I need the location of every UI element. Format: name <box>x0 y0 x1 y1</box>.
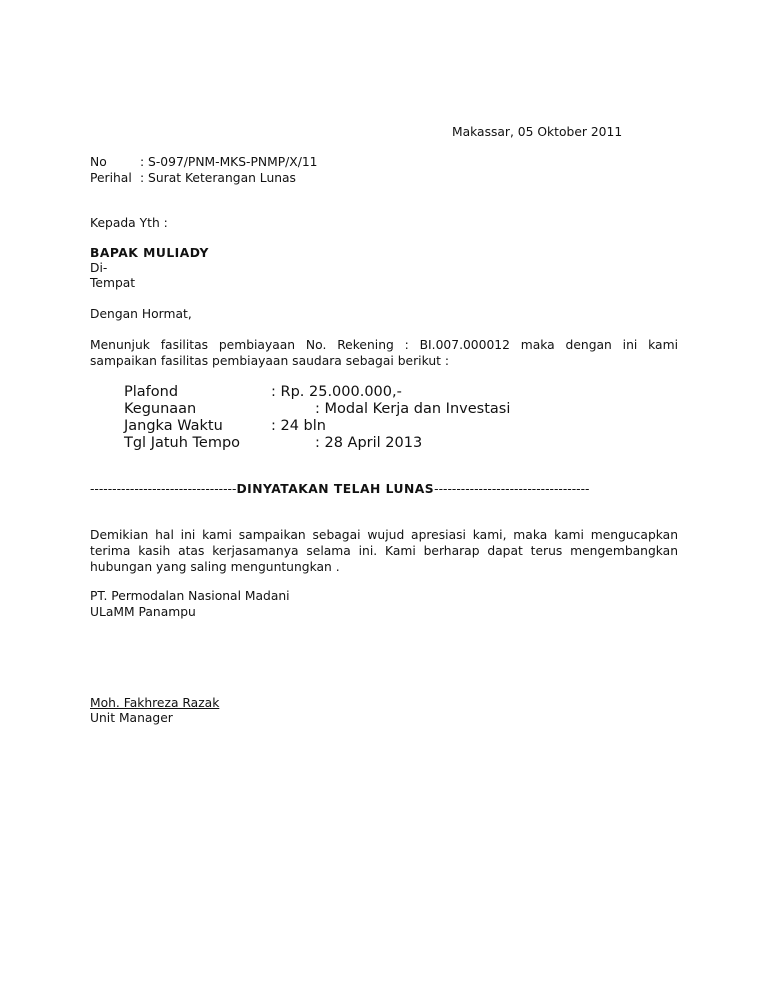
detail-value: : Modal Kerja dan Investasi <box>315 401 511 417</box>
detail-row-plafond <box>124 384 402 401</box>
paid-off-statement <box>90 481 589 497</box>
detail-label: Jangka Waktu <box>124 418 223 434</box>
recipient-place: Tempat <box>90 276 136 290</box>
subject-value: : Surat Keterangan Lunas <box>140 171 296 185</box>
detail-label: Plafond <box>124 384 179 400</box>
detail-row-jatuh-tempo <box>124 435 422 452</box>
subject-label: Perihal <box>90 171 132 185</box>
detail-row-jangka-waktu <box>124 418 326 435</box>
statement-dashes-right: ----------------------------------- <box>434 482 590 496</box>
unit-name: ULaMM Panampu <box>90 605 196 619</box>
to-line: Kepada Yth : <box>90 216 168 230</box>
statement-text: DINYATAKAN TELAH LUNAS <box>236 482 435 496</box>
detail-value: : 24 bln <box>271 418 326 434</box>
closing-paragraph: Demikian hal ini kami sampaikan sebagai wujud apresiasi kami, maka kami mengucapkan terima kasih atas kerjasamanya selama ini. Kami berharap dapat terus mengembangkan hubungan yang saling menguntungkan . <box>90 528 678 574</box>
statement-dashes-left: --------------------------------- <box>90 482 237 496</box>
letter-date: Makassar, 05 Oktober 2011 <box>452 125 623 139</box>
detail-row-kegunaan <box>124 401 510 418</box>
detail-value: : Rp. 25.000.000,- <box>271 384 402 400</box>
letter-subject-row <box>90 170 296 186</box>
number-value: : S-097/PNM-MKS-PNMP/X/11 <box>140 155 318 169</box>
signatory-name: Moh. Fakhreza Razak <box>90 696 220 710</box>
recipient-name: BAPAK MULIADY <box>90 246 209 260</box>
signatory-title: Unit Manager <box>90 711 173 725</box>
number-label: No <box>90 155 107 169</box>
greeting: Dengan Hormat, <box>90 307 192 321</box>
detail-label: Tgl Jatuh Tempo <box>124 435 241 451</box>
intro-paragraph: Menunjuk fasilitas pembiayaan No. Rekening : BI.007.000012 maka dengan ini kami sampaikan fasilitas pembiayaan saudara sebagai berikut : <box>90 338 678 368</box>
company-name: PT. Permodalan Nasional Madani <box>90 589 290 603</box>
recipient-di: Di- <box>90 261 108 275</box>
letter-number-row <box>90 154 317 170</box>
detail-label: Kegunaan <box>124 401 197 417</box>
detail-value: : 28 April 2013 <box>315 435 423 451</box>
